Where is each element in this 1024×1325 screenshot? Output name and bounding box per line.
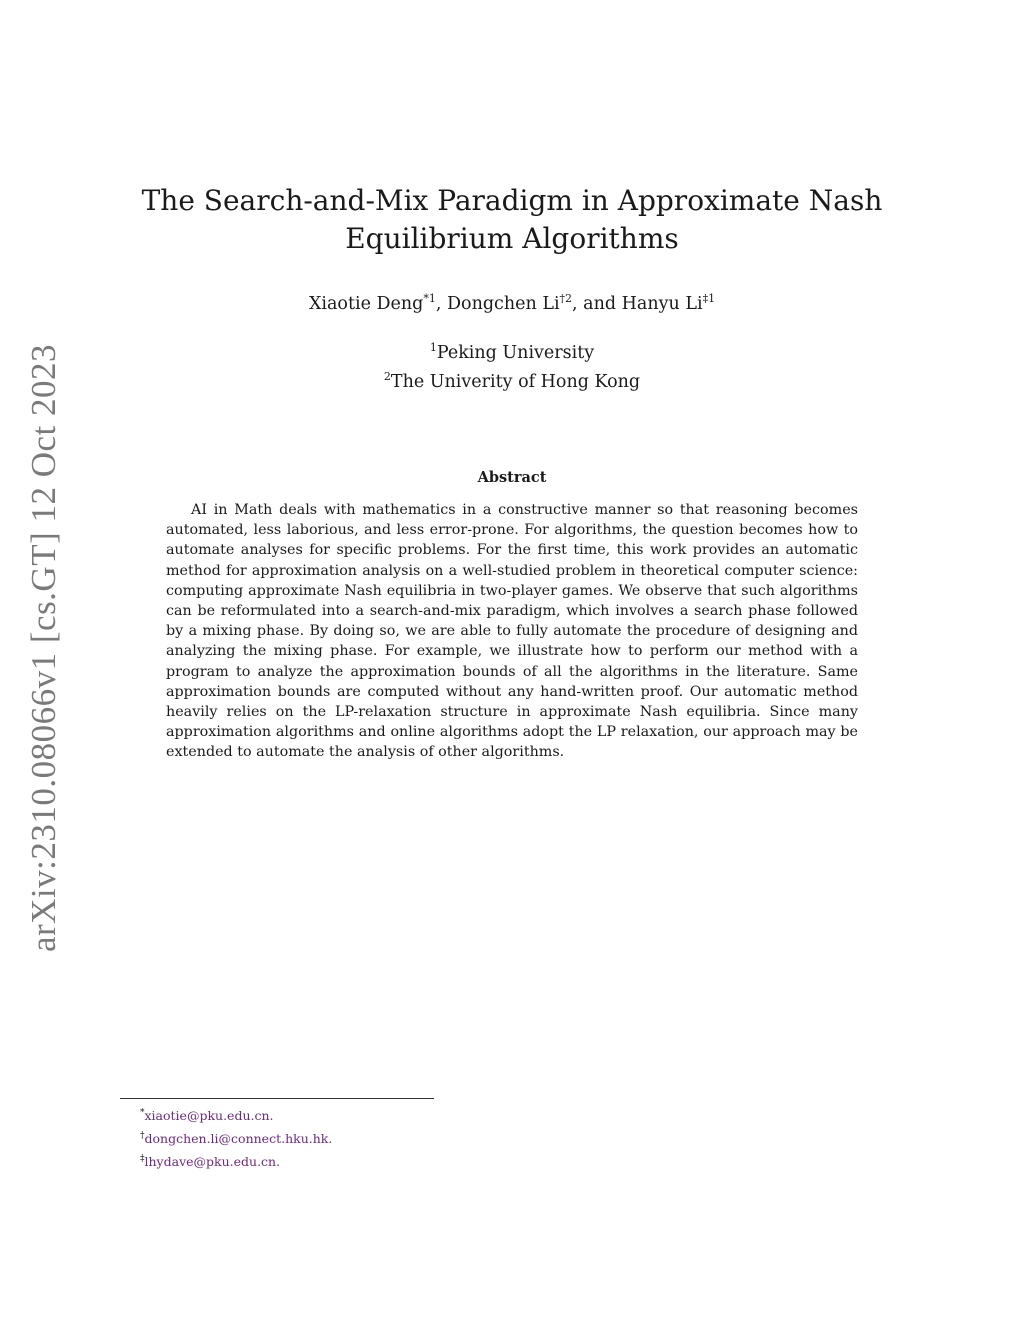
author-name: Hanyu Li: [621, 293, 703, 314]
footnote: [140, 1149, 332, 1172]
author-marks: ‡1: [702, 292, 716, 305]
footnote: [140, 1126, 332, 1149]
email-link[interactable]: dongchen.li@connect.hku.hk.: [144, 1131, 333, 1147]
affiliation: [0, 336, 1024, 365]
footnote-divider: [120, 1098, 434, 1099]
footnote: [140, 1103, 332, 1126]
author-name: Xiaotie Deng: [308, 293, 424, 314]
arxiv-identifier-stamp: arXiv:2310.08066v1 [cs.GT] 12 Oct 2023: [24, 343, 63, 953]
affiliation-number: 2: [383, 369, 391, 383]
affiliation-number: 1: [429, 341, 437, 354]
email-link[interactable]: xiaotie@pku.edu.cn.: [144, 1108, 274, 1124]
footnote-mark: †: [140, 1131, 145, 1142]
email-link[interactable]: lhydave@pku.edu.cn.: [144, 1154, 281, 1170]
author-name: Dongchen Li: [447, 293, 560, 314]
title-line-2: Equilibrium Algorithms: [345, 222, 679, 255]
author-list: [0, 292, 1024, 314]
abstract-text: AI in Math deals with mathematics in a constructive manner so that reasoning becomes automated, less laborious, and less error-prone. For algorithms, the question becomes how to automate analyses for specific problems. For the first time, this work provides an automatic method for approximation analysis on a well-studied problem in theoretical computer science: computing approximate Nash equilibria in two-player games. We observe that such algorithms can be reformulated into a search-and-mix paradigm, which involves a search phase followed by a mixing phase. By doing so, we are able to fully automate the procedure of designing and analyzing the mixing phase. For example, we illustrate how to perform our method with a program to analyze the approximation bounds of all the algorithms in the literature. Same approximation bounds are computed without any hand-written proof. Our automatic method heavily relies on the LP-relaxation structure in approximate Nash equilibria. Since many approximation algorithms and online algorithms adopt the LP relaxation, our approach may be extended to automate the analysis of other algorithms.: [166, 502, 858, 761]
affiliation-name: The Univerity of Hong Kong: [390, 371, 641, 392]
author-separator: ,: [435, 293, 448, 314]
title-line-1: The Search-and-Mix Paradigm in Approximate Nash: [141, 184, 883, 217]
footnotes: [140, 1103, 332, 1172]
affiliation: [0, 365, 1024, 394]
footnote-mark: *: [140, 1108, 145, 1118]
affiliation-list: [0, 336, 1024, 394]
author-separator: , and: [572, 293, 622, 314]
abstract-heading: Abstract: [477, 469, 547, 486]
author-marks: *1: [423, 292, 436, 305]
footnote-mark: ‡: [140, 1154, 145, 1165]
affiliation-name: Peking University: [436, 342, 595, 363]
author-marks: †2: [559, 292, 573, 305]
paper-title: [0, 182, 1024, 258]
